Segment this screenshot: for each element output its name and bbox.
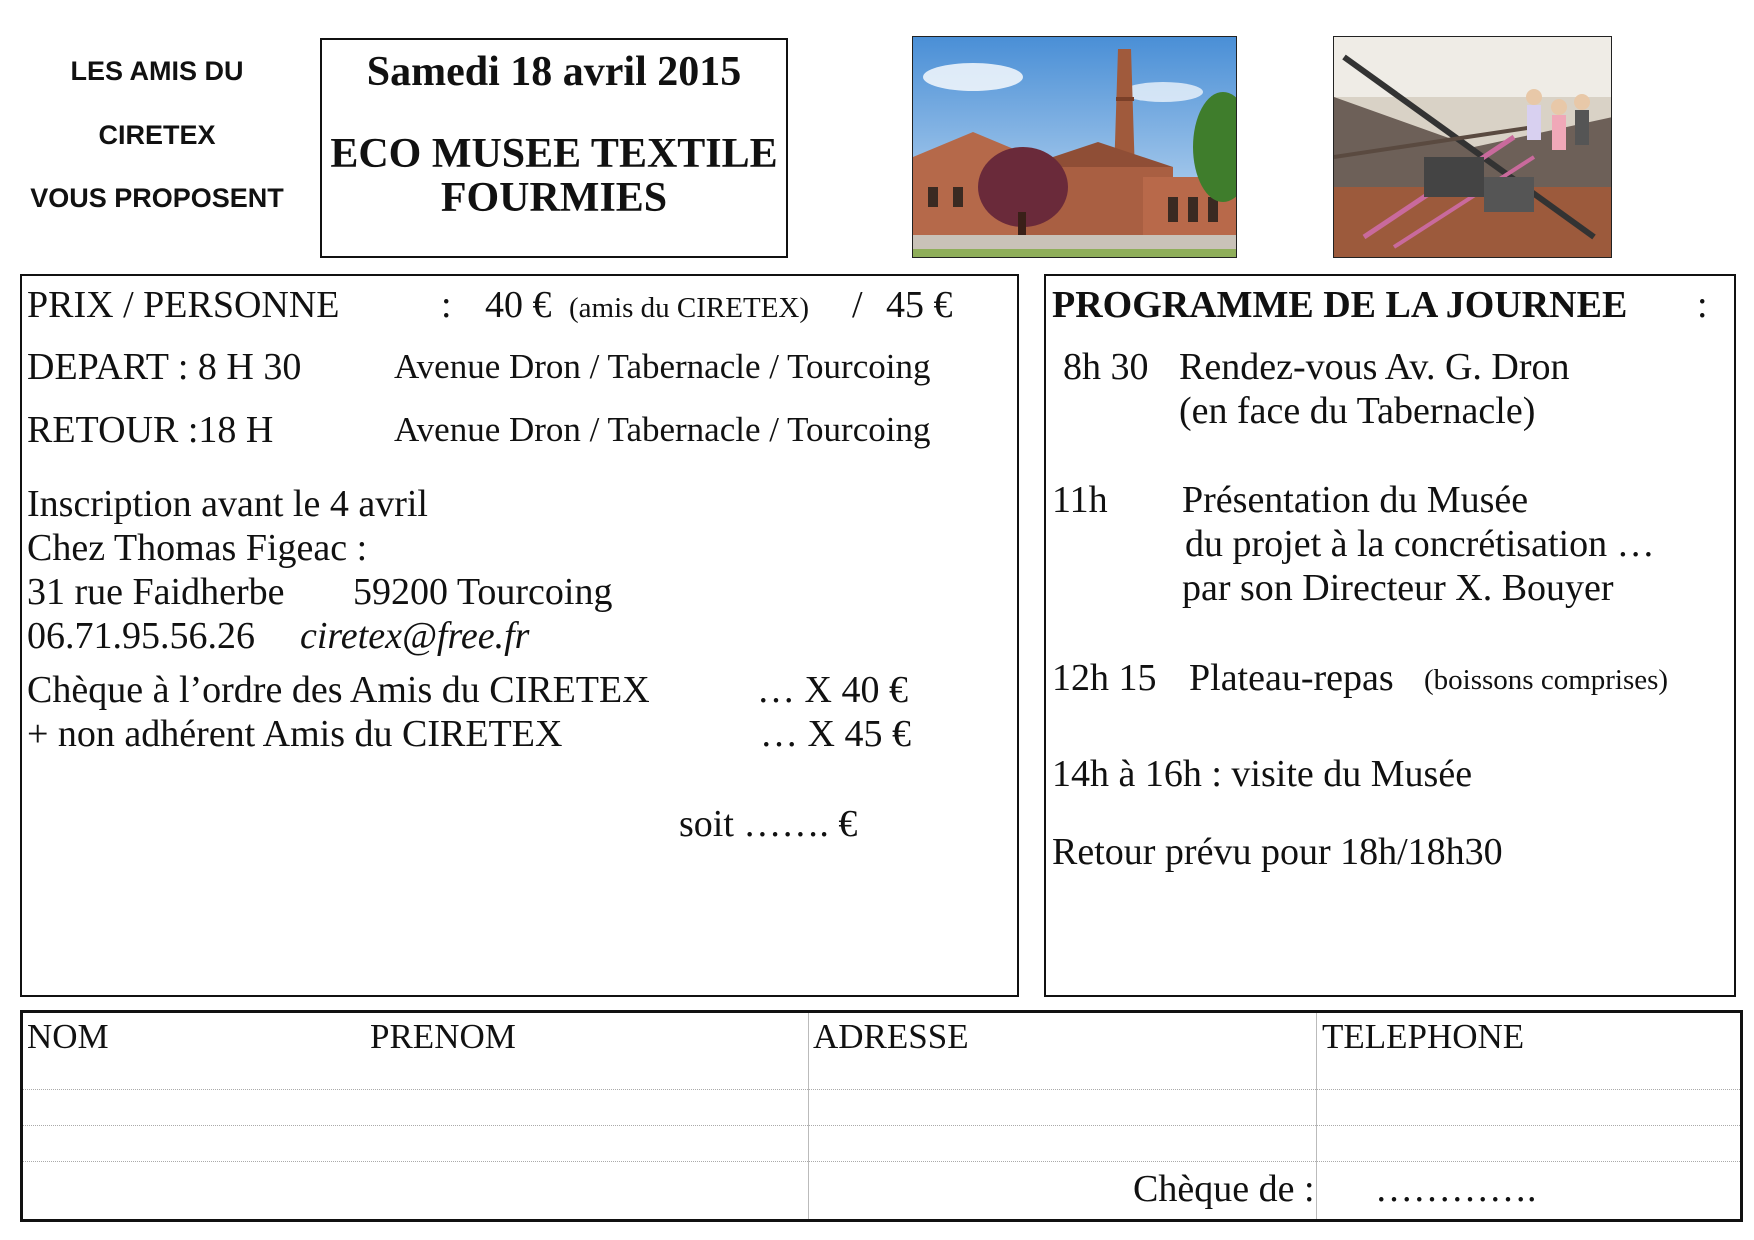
retour-place: Avenue Dron / Tabernacle / Tourcoing: [394, 410, 931, 449]
programme-presentation: Présentation du Musée: [1182, 479, 1529, 521]
form-row-line: [23, 1161, 1740, 1162]
cheque-members-amount: … X 40 €: [757, 669, 908, 711]
inscription-deadline: Inscription avant le 4 avril: [27, 483, 428, 525]
programme-lunch-note: (boissons comprises): [1424, 664, 1669, 696]
inscription-contact: Chez Thomas Figeac :: [27, 527, 368, 569]
form-divider: [808, 1013, 809, 1219]
programme-presentation-3: par son Directeur X. Bouyer: [1182, 567, 1614, 609]
museum-building-photo: [912, 36, 1237, 258]
event-title-line1: ECO MUSEE TEXTILE: [330, 131, 778, 177]
form-row-line: [23, 1125, 1740, 1126]
programme-presentation-2: du projet à la concrétisation …: [1185, 523, 1655, 565]
form-cheque-label: Chèque de :: [1133, 1168, 1315, 1210]
event-title: [322, 132, 786, 220]
prix-note: (amis du CIRETEX): [569, 292, 810, 324]
textile-machines-photo: [1333, 36, 1612, 258]
non-adherent-amount: … X 45 €: [760, 713, 911, 755]
prix-separator: /: [852, 284, 863, 326]
programme-lunch: Plateau-repas: [1189, 657, 1394, 699]
event-title-box: [320, 38, 788, 258]
org-line-1: LES AMIS DU: [70, 56, 244, 86]
programme-visit: 14h à 16h : visite du Musée: [1052, 753, 1473, 795]
contact-phone: 06.71.95.56.26: [27, 615, 255, 657]
contact-city: 59200 Tourcoing: [353, 571, 613, 613]
org-line-3: VOUS PROPOSENT: [30, 183, 284, 213]
retour-label: RETOUR :18 H: [27, 409, 274, 451]
prix-value-others: 45 €: [886, 284, 953, 326]
prix-value-members: 40 €: [485, 284, 552, 326]
prix-label: PRIX / PERSONNE: [27, 284, 340, 326]
non-adherent-line: + non adhérent Amis du CIRETEX: [27, 713, 563, 755]
cheque-order-line: Chèque à l’ordre des Amis du CIRETEX: [27, 669, 650, 711]
org-line-2: CIRETEX: [98, 120, 216, 150]
total-line: soit ……. €: [679, 803, 858, 845]
form-col-nom: NOM: [27, 1017, 109, 1056]
form-col-telephone: TELEPHONE: [1322, 1017, 1525, 1056]
form-divider: [1316, 1013, 1317, 1219]
depart-label: DEPART : 8 H 30: [27, 346, 302, 388]
programme-heading: PROGRAMME DE LA JOURNEE: [1052, 284, 1628, 326]
programme-time-11h: 11h: [1052, 479, 1108, 521]
event-date: Samedi 18 avril 2015: [366, 49, 742, 95]
form-cheque-dots[interactable]: ………….: [1375, 1168, 1537, 1210]
form-col-prenom: PRENOM: [370, 1017, 516, 1056]
prix-colon: :: [441, 284, 452, 326]
programme-heading-colon: :: [1697, 284, 1708, 326]
programme-rendezvous: Rendez-vous Av. G. Dron: [1179, 346, 1570, 388]
form-row-line: [23, 1089, 1740, 1090]
programme-return: Retour prévu pour 18h/18h30: [1052, 831, 1503, 873]
programme-rendezvous-note: (en face du Tabernacle): [1179, 390, 1536, 432]
contact-street: 31 rue Faidherbe: [27, 571, 285, 613]
form-col-adresse: ADRESSE: [813, 1017, 969, 1056]
contact-email[interactable]: ciretex@free.fr: [300, 615, 530, 657]
programme-time-1215: 12h 15: [1052, 657, 1157, 699]
depart-place: Avenue Dron / Tabernacle / Tourcoing: [394, 347, 931, 386]
event-title-line2: FOURMIES: [440, 175, 668, 221]
programme-time-0830: 8h 30: [1063, 346, 1149, 388]
